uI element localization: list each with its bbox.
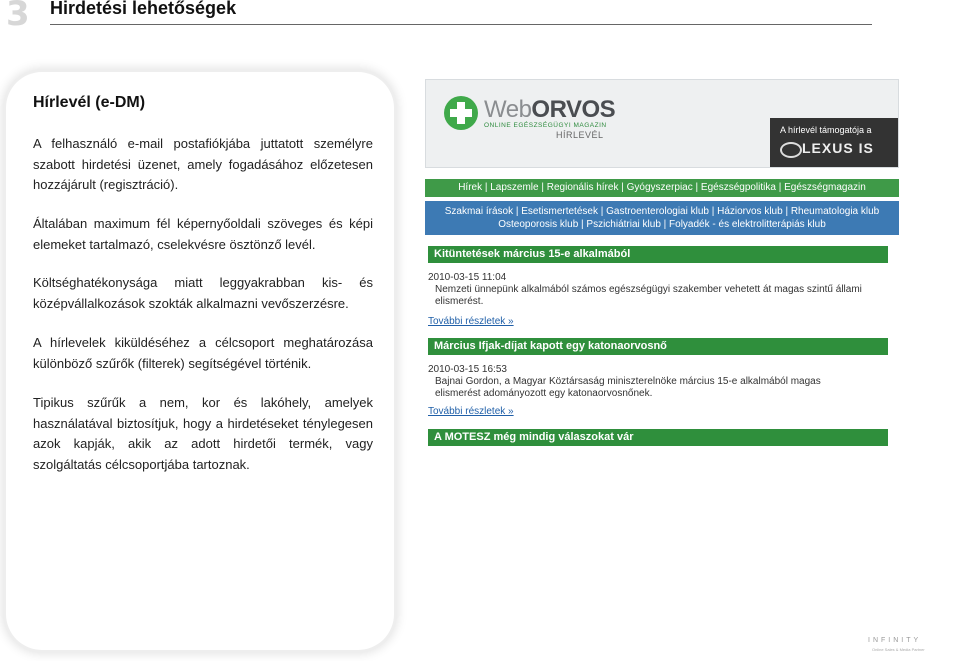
- panel-heading: Hírlevél (e-DM): [33, 94, 146, 111]
- lexus-logo-icon: [780, 142, 802, 158]
- slide-title: Hirdetési lehetőségek: [50, 0, 237, 18]
- title-divider: [50, 24, 872, 25]
- footer-logo: INFINITY: [868, 637, 922, 644]
- secondary-nav-line-1[interactable]: Szakmai írások | Esetismertetések | Gastroenterologiai klub | Háziorvos klub | Rheumatologia klub: [444, 206, 880, 217]
- news-more-link-2[interactable]: További részletek »: [428, 406, 514, 417]
- sponsor-brand: LEXUS IS: [802, 140, 874, 156]
- newsletter-header: [425, 79, 899, 168]
- news-title-1[interactable]: Kitüntetések március 15-e alkalmából: [428, 246, 888, 263]
- news-date-2: 2010-03-15 16:53: [428, 364, 507, 375]
- news-more-link-1[interactable]: További részletek »: [428, 316, 514, 327]
- brand-web: Web: [484, 96, 532, 123]
- news-text-2: Bajnai Gordon, a Magyar Köztársaság miniszterelnöke március 15-e alkalmából magas elismerést adományozott egy katonaorvosnőnek.: [435, 376, 821, 399]
- footer-logo-subtitle: Online Sales & Media Partner: [872, 647, 925, 652]
- news-title-3[interactable]: A MOTESZ még mindig válaszokat vár: [428, 429, 888, 446]
- secondary-nav[interactable]: [425, 201, 899, 235]
- paragraph-5: Tipikus szűrűk a nem, kor és lakóhely, amelyek használatával biztosítjuk, hogy a hirdetéseket ténylegesen azok kapják, akik az adott hirdetői termék, vagy szolgáltatás célcsoportjába tartoznak.: [33, 395, 373, 472]
- brand-logo: [484, 96, 615, 124]
- brand-hirlevel: HÍRLEVÉL: [556, 130, 604, 140]
- primary-nav[interactable]: Hírek | Lapszemle | Regionális hírek | Gyógyszerpiac | Egészségpolitika | Egészségmagazin: [425, 179, 899, 197]
- brand-orvos: ORVOS: [531, 96, 616, 123]
- paragraph-1: A felhasználó e-mail postafiókjába juttatott személyre szabott hirdetési üzenet, amely fogadásához előzetesen hozzájárult (regisztráció).: [33, 136, 373, 192]
- text-panel: [6, 72, 394, 650]
- paragraph-4: A hírlevelek kiküldéséhez a célcsoport meghatározása különböző szűrők (filterek) segítségével történik.: [33, 335, 373, 371]
- news-text-1: Nemzeti ünnepünk alkalmából számos egészségügyi szakember vehetett át magas szintű állami elismerést.: [435, 284, 862, 307]
- sponsor-banner[interactable]: [770, 118, 898, 167]
- news-date-1: 2010-03-15 11:04: [428, 272, 507, 283]
- sponsor-text: A hírlevél támogatója a: [780, 125, 872, 135]
- medical-cross-icon: [444, 96, 478, 130]
- paragraph-3: Költséghatékonysága miatt leggyakrabban kis- és középvállalkozások szokták alkalmazni vevőszerzésre.: [33, 275, 373, 311]
- news-title-2[interactable]: Március Ifjak-díjat kapott egy katonaorvosnő: [428, 338, 888, 355]
- brand-subtitle: ONLINE EGÉSZSÉGÜGYI MAGAZIN: [484, 122, 607, 129]
- paragraph-2: Általában maximum fél képernyőoldali szöveges és képi elemeket tartalmazó, cselekvésre ösztönző levél.: [33, 216, 373, 252]
- slide-number: 3: [6, 0, 30, 34]
- secondary-nav-line-2[interactable]: Osteoporosis klub | Pszichiátriai klub | Folyadék - és elektrolitterápiás klub: [498, 219, 826, 230]
- newsletter-screenshot: [425, 79, 899, 447]
